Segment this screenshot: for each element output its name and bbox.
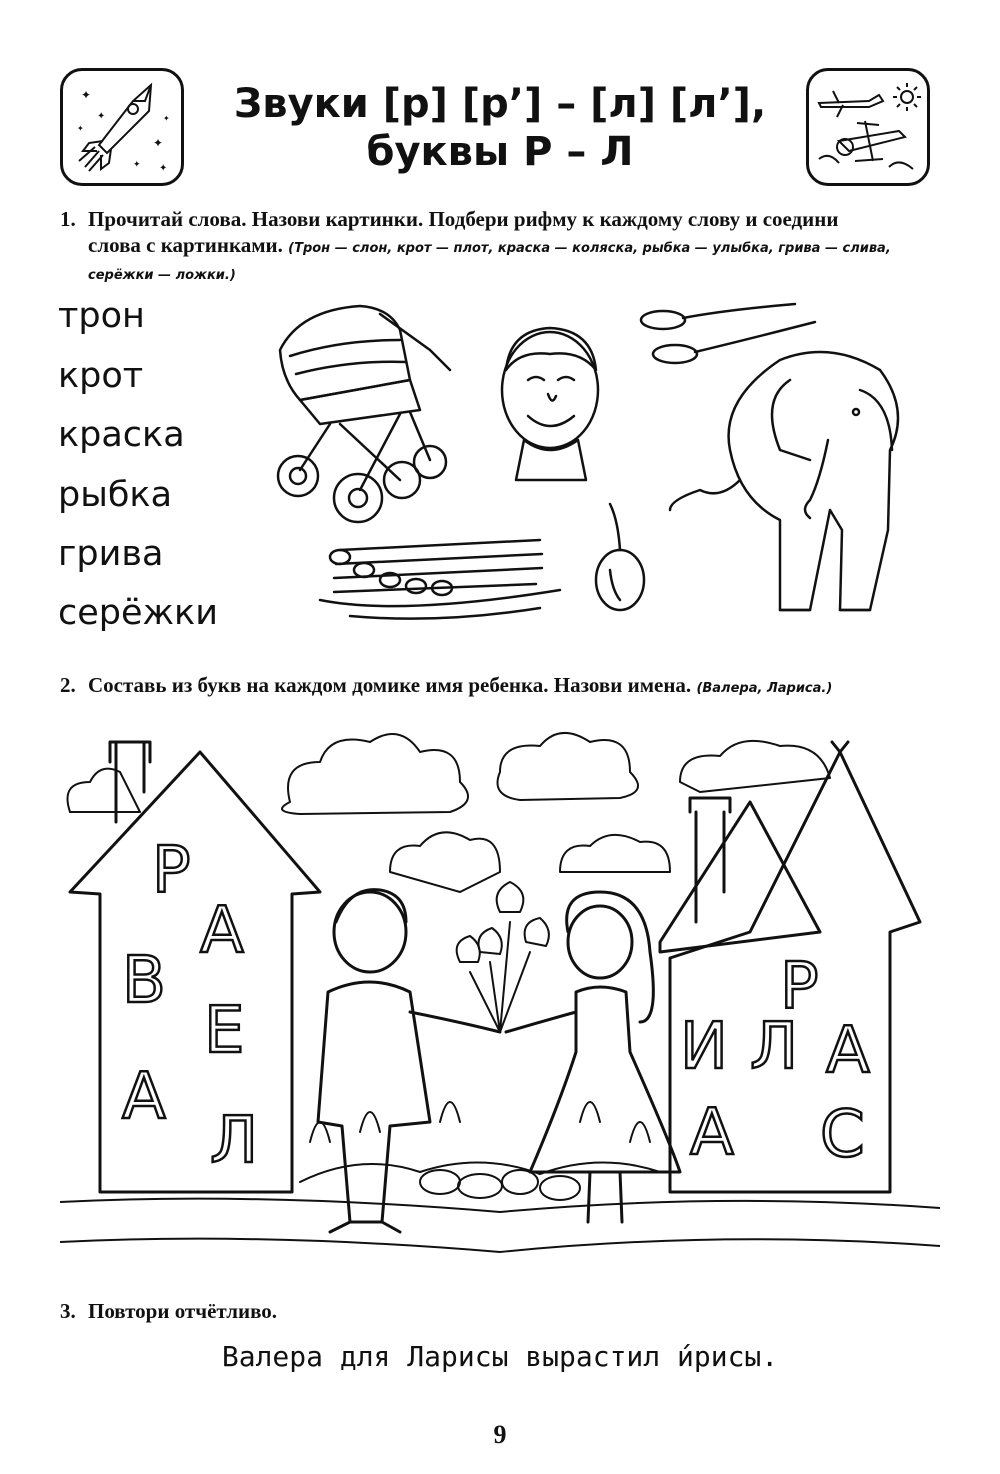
rocket-icon-frame <box>60 68 184 186</box>
svg-text:✦: ✦ <box>159 163 168 174</box>
task-1-pictures <box>260 290 960 630</box>
task-1-text-line-2: слова с картинками. <box>88 233 283 257</box>
svg-text:✦: ✦ <box>133 160 141 170</box>
word-1: трон <box>58 296 145 336</box>
svg-text:✦: ✦ <box>163 114 170 123</box>
airplanes-icon-frame <box>806 68 930 186</box>
page-title <box>200 80 800 176</box>
task-3-instructions <box>60 1298 960 1324</box>
title-line-1: Звуки [р] [р’] – [л] [л’], <box>233 81 767 127</box>
right-house-letter-2: И <box>680 1010 728 1084</box>
task-2-number: 2. <box>60 673 76 697</box>
task-2-hint: (Валера, Лариса.) <box>696 681 833 696</box>
page-number: 9 <box>493 1420 507 1449</box>
svg-text:✦: ✦ <box>81 88 92 102</box>
task-3-text: Повтори отчётливо. <box>88 1299 278 1323</box>
svg-text:✦: ✦ <box>153 136 164 150</box>
task-1-hint-line-1: (Трон — слон, крот — плот, краска — коляска, рыбка — улыбка, грива — слива, <box>288 241 891 256</box>
left-house-letter-3: В <box>122 944 166 1018</box>
word-2: крот <box>58 356 144 396</box>
task-2-illustration <box>60 722 940 1294</box>
task-2-instructions <box>60 672 960 702</box>
right-house-letter-1: Р <box>780 950 819 1024</box>
left-house-letter-6: Л <box>210 1104 259 1178</box>
right-house-letter-5: А <box>690 1096 734 1170</box>
boy-smiling-icon <box>502 328 598 480</box>
task-1-number: 1. <box>60 207 76 231</box>
boy-figure <box>318 890 500 1232</box>
left-house-letter-5: А <box>122 1060 166 1134</box>
svg-text:✦: ✦ <box>97 111 106 122</box>
plum-icon <box>596 504 644 610</box>
iris-flowers-icon <box>457 882 549 1032</box>
right-house-letter-6: С <box>820 1098 865 1172</box>
task-2-text: Составь из букв на каждом домике имя ребенка. Назови имена. <box>88 673 692 697</box>
right-house-letter-4: А <box>826 1014 870 1088</box>
word-6: серёжки <box>58 593 218 633</box>
elephant-icon <box>670 352 898 610</box>
word-4: рыбка <box>58 475 173 515</box>
task-3-sentence: Валера для Ларисы вырастил и́рисы. <box>221 1340 779 1373</box>
rocket-icon <box>63 71 181 183</box>
task-1-hint-line-2: серёжки — ложки.) <box>88 268 236 283</box>
spoons-icon <box>641 304 815 363</box>
word-5: грива <box>58 534 164 574</box>
girl-figure <box>506 892 680 1222</box>
word-3: краска <box>58 415 185 455</box>
svg-text:✦: ✦ <box>77 124 84 133</box>
airplanes-icon <box>809 71 927 183</box>
task-3-number: 3. <box>60 1299 76 1323</box>
raft-icon <box>320 540 560 619</box>
left-house-letter-2: А <box>200 894 244 968</box>
garden <box>60 1102 940 1252</box>
task-1-instructions <box>60 206 960 286</box>
left-house-letter-4: Е <box>204 994 245 1068</box>
left-house-letter-1: Р <box>152 834 191 908</box>
stroller-icon <box>278 306 450 522</box>
title-line-2: буквы Р – Л <box>366 129 634 175</box>
task-1-text-line-1: Прочитай слова. Назови картинки. Подбери рифму к каждому слову и соедини <box>88 207 839 231</box>
right-house-letter-3: Л <box>750 1010 799 1084</box>
